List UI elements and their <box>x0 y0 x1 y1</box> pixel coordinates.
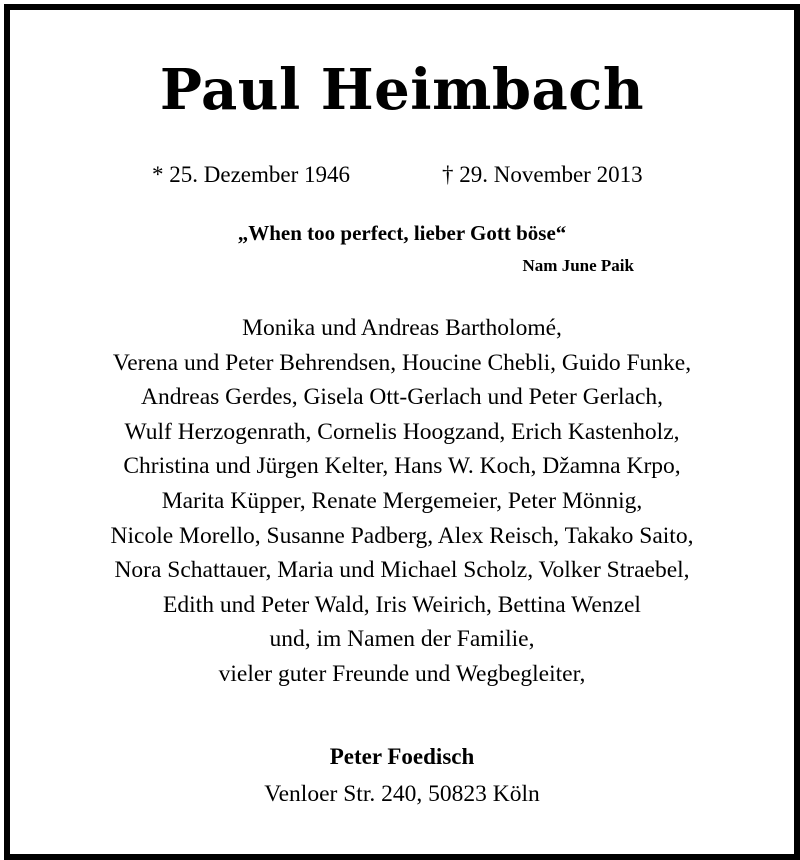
death-date: † 29. November 2013 <box>442 162 643 187</box>
signer-name: Peter Foedisch <box>329 744 475 769</box>
mourner-line: Nora Schattauer, Maria und Michael Scholz, Volker Straebel, <box>114 557 690 584</box>
birth-date: * 25. Dezember 1946 <box>152 162 350 187</box>
mourner-line: vieler guter Freunde und Wegbegleiter, <box>218 660 586 687</box>
mourner-line: Monika und Andreas Bartholomé, <box>242 315 562 341</box>
mourner-line: Wulf Herzogenrath, Cornelis Hoogzand, Erich Kastenholz, <box>124 418 680 445</box>
life-dates <box>10 162 794 192</box>
quote-author: Nam June Paik <box>522 256 634 275</box>
mourners-list <box>10 311 794 692</box>
mourner-line: Andreas Gerdes, Gisela Ott-Gerlach und Peter Gerlach, <box>140 384 663 411</box>
quote: „When too perfect, lieber Gott böse“ <box>237 221 567 245</box>
mourner-line: Marita Küpper, Renate Mergemeier, Peter Mönnig, <box>161 487 643 514</box>
notice-frame <box>4 4 800 860</box>
mourner-line: Christina und Jürgen Kelter, Hans W. Koch, Džamna Krpo, <box>123 453 681 480</box>
mourner-line: und, im Namen der Familie, <box>269 626 535 653</box>
mourner-line: Edith und Peter Wald, Iris Weirich, Bettina Wenzel <box>163 591 641 618</box>
mourner-line: Verena und Peter Behrendsen, Houcine Chebli, Guido Funke, <box>112 349 692 376</box>
mourner-line: Nicole Morello, Susanne Padberg, Alex Reisch, Takako Saito, <box>110 522 694 549</box>
deceased-name: Paul Heimbach <box>159 57 645 123</box>
signer-address: Venloer Str. 240, 50823 Köln <box>264 781 540 807</box>
